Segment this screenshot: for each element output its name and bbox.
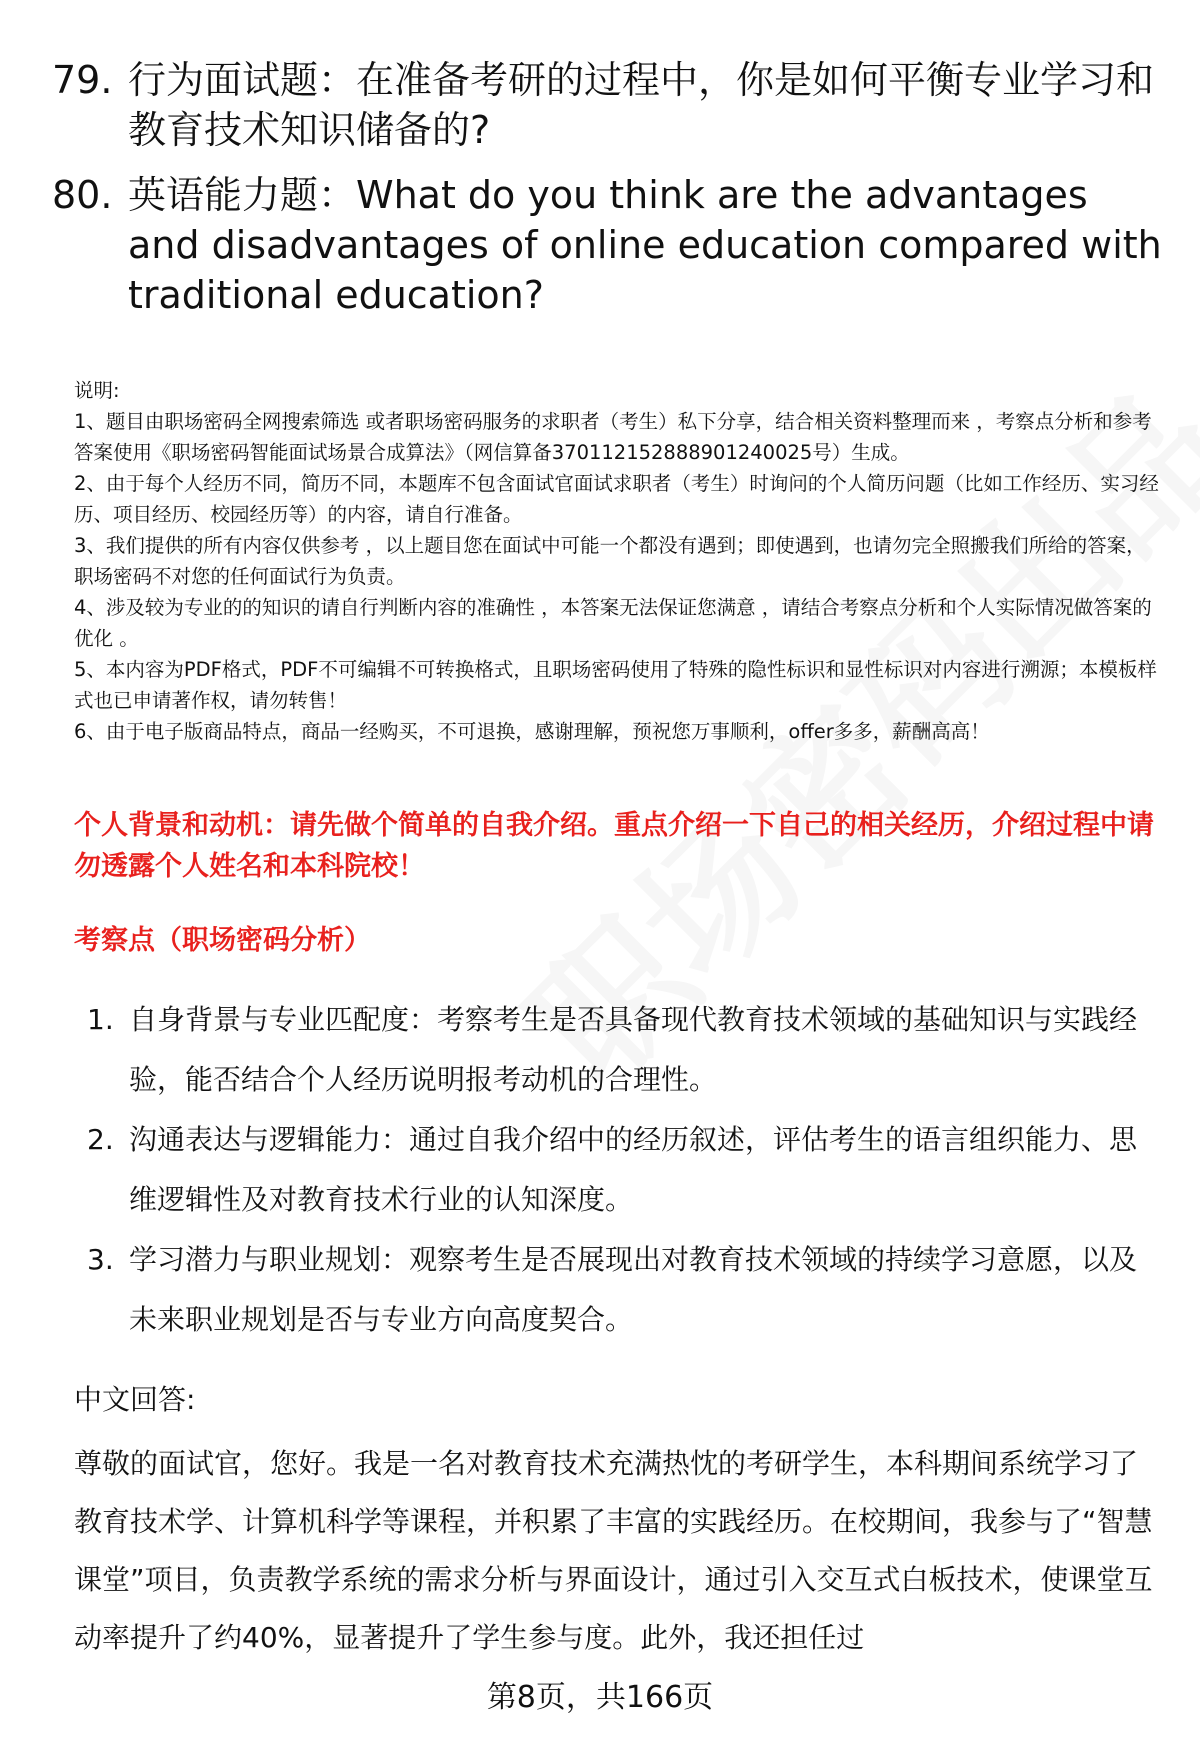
note-item: 2、由于每个人经历不同，简历不同，本题库不包含面试官面试求职者（考生）时询问的个人简历问题（比如工作经历、实习经历、项目经历、校园经历等）的内容，请自行准备。 [74,472,1159,526]
question-text: 行为面试题：在准备考研的过程中，你是如何平衡专业学习和教育技术知识储备的? [128,58,1155,152]
answer-label: 中文回答: [74,1383,196,1416]
section-points-title: 考察点（职场密码分析） [74,925,371,956]
point-number: 2. [87,1123,114,1156]
point-item [74,990,1164,1110]
question-text: 英语能力题：What do you think are the advantages and disadvantages of online education compared with traditional education? [128,173,1162,317]
question-number: 80. [52,173,113,217]
notes-title: 说明: [74,379,120,402]
point-number: 1. [87,1003,114,1036]
note-item: 1、题目由职场密码全网搜索筛选 或者职场密码服务的求职者（考生）私下分享，结合相关资料整理而来 ，考察点分析和参考答案使用《职场密码智能面试场景合成算法》（网信算备370112152888901240025号）生成。 [74,410,1152,464]
point-number: 3. [87,1243,114,1276]
points-list [74,990,1164,1350]
notes-section [74,375,1164,747]
note-item: 5、本内容为PDF格式，PDF不可编辑不可转换格式，且职场密码使用了特殊的隐性标识和显性标识对内容进行溯源；本模板样式也已申请著作权，请勿转售！ [74,658,1157,712]
section-question: 个人背景和动机：请先做个简单的自我介绍。重点介绍一下自己的相关经历，介绍过程中请勿透露个人姓名和本科院校！ [74,810,1154,882]
question-80 [52,170,1162,320]
answer-text: 尊敬的面试官，您好。我是一名对教育技术充满热忱的考研学生，本科期间系统学习了教育技术学、计算机科学等课程，并积累了丰富的实践经历。在校期间，我参与了“智慧课堂”项目，负责教学系统的需求分析与界面设计，通过引入交互式白板技术，使课堂互动率提升了约40%，显著提升了学生参与度。此外，我还担任过 [74,1447,1153,1654]
note-item: 3、我们提供的所有内容仅供参考 ，以上题目您在面试中可能一个都没有遇到；即使遇到，也请勿完全照搬我们所给的答案，职场密码不对您的任何面试行为负责。 [74,534,1146,588]
question-79 [52,55,1162,155]
question-number: 79. [52,58,113,102]
point-text: 沟通表达与逻辑能力：通过自我介绍中的经历叙述，评估考生的语言组织能力、思维逻辑性及对教育技术行业的认知深度。 [129,1123,1138,1216]
page-footer: 第8页，共166页 [486,1680,714,1715]
point-text: 自身背景与专业匹配度：考察考生是否具备现代教育技术领域的基础知识与实践经验，能否结合个人经历说明报考动机的合理性。 [129,1003,1138,1096]
point-item [74,1230,1164,1350]
note-item: 6、由于电子版商品特点，商品一经购买，不可退换，感谢理解，预祝您万事顺利，offer多多，薪酬高高！ [74,720,990,743]
note-item: 4、涉及较为专业的的知识的请自行判断内容的准确性 ，本答案无法保证您满意 ，请结合考察点分析和个人实际情况做答案的优化 。 [74,596,1152,650]
point-item [74,1110,1164,1230]
point-text: 学习潜力与职业规划：观察考生是否展现出对教育技术领域的持续学习意愿，以及未来职业规划是否与专业方向高度契合。 [129,1243,1138,1336]
